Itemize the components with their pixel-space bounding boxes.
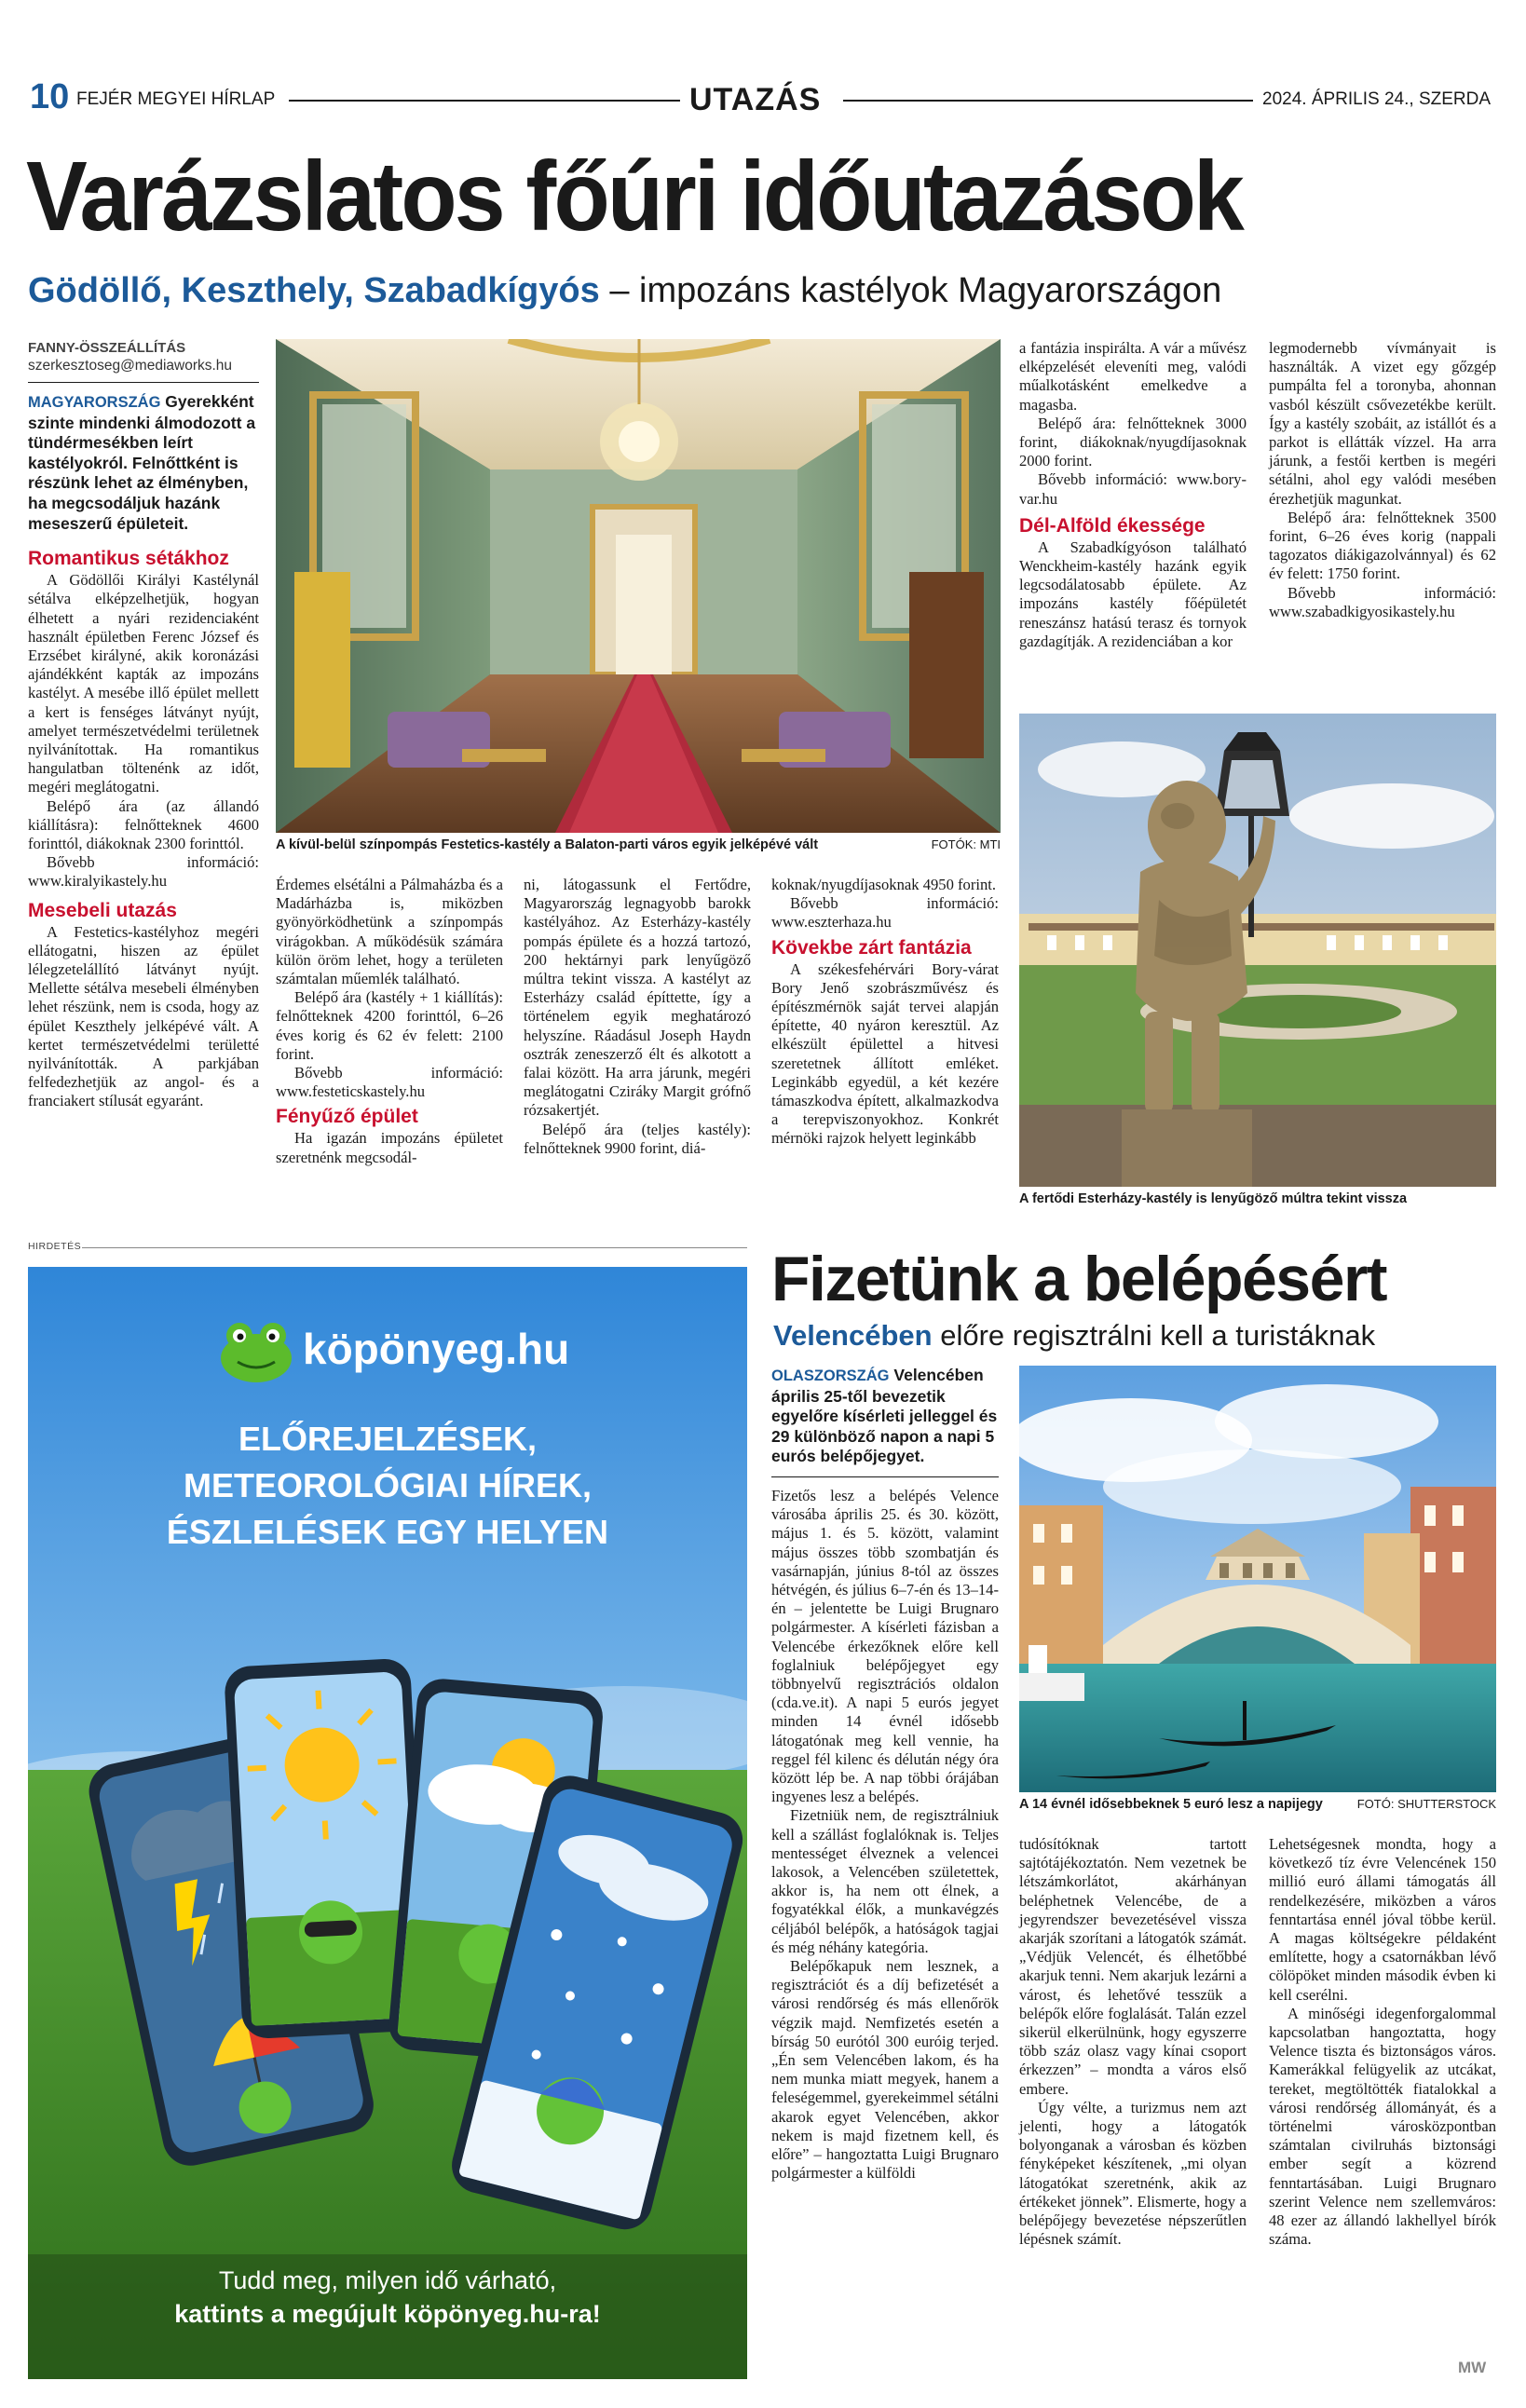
kopönyeg-logo [219,1313,570,1388]
article1-lead [28,392,259,534]
ad-footer [28,2264,747,2331]
lead-text: Gyerekként szinte mindenki álmodozott a tündérmesékben leírt kastélyokról. Felnőttként is részünk lehet az élményben, ha megcsodáljuk hazánk meseszerű épületeit. [28,392,256,533]
festetics-interior-image [276,339,1001,833]
author-email[interactable]: szerkesztoseg@mediaworks.hu [28,358,233,374]
paragraph: A Szabadkígyóson található Wenckheim-kastély hazánk egyik legcsodálatosabb épülete. Az impozáns kastély főépületét reneszánsz hatású terasz és tornyok gazdagítják. A rezidenciában a kor [1019,537,1247,650]
paragraph: legmodernebb vívmányait is használták. A vizet egy gőzgép pumpálta fel a toronyba, ahonnan vasból készült csővezetékbe került. Így a kastély szobáit, az istállót és a parkot is ellátták vízzel. Ha arra járunk, a festői kertben is megéri sétálni, ahol egy valódi mesében érezhetjük magunkat. [1269,339,1496,508]
paragraph: koknak/nyugdíjasoknak 4950 forint. [771,876,997,893]
esterhazy-statue-image [1019,714,1496,1187]
ad-footer-line: Tudd meg, milyen idő várható, [218,2266,557,2294]
ad-footer-line: kattints a megújult köpönyeg.hu-ra! [174,2300,601,2328]
article1-col6 [1269,339,1496,621]
venice-photo-credit: FOTÓ: SHUTTERSTOCK [1356,1797,1496,1811]
venice-photo-caption [1019,1796,1496,1813]
lead-rule [771,1476,999,1477]
article1-subtitle-rest: – impozáns kastélyok Magyarországon [609,271,1222,310]
paper-name: FEJÉR MEGYEI HÍRLAP [76,89,276,109]
photo1-caption [276,837,1001,853]
paragraph: Bővebb információ: www.szabadkigyosikastely.hu [1269,583,1496,620]
issue-date: 2024. ÁPRILIS 24., SZERDA [1262,89,1492,109]
paragraph: Bővebb információ: www.kiralyikastely.hu [28,853,259,891]
article1-col2 [276,876,503,1167]
subhead-romantikus: Romantikus sétákhoz [28,548,229,570]
subhead-fenyuzo: Fényűző épület [276,1106,418,1128]
frog-logo-icon [219,1319,293,1384]
paragraph: Bővebb információ: www.bory-var.hu [1019,470,1247,508]
paragraph: Bővebb információ: www.eszterhaza.hu [771,894,999,932]
article2-subtitle [773,1319,1375,1353]
paragraph: Fizetős lesz a belépés Velence városába április 25. és 30. között, május 1. és 5. között, valamint május összes több szombatján és vasárnapján, június 8-tól az összes hétvégén, és július 6–7-én és 13–14-én – jelentette be Luigi Brugnaro polgármester. A kísérleti fázisban a Velencébe érkezőknek előre kell foglalniuk belépőjegyet egy többnyelvű regisztrációs oldalon (cda.ve.it). A napi 5 eurós jegyet minden 14 évnél idősebb látogatónak meg kell vennie, ha reggel fél kilenc és délután négy óra között lép be. A nap többi órájában ingyenes lesz a belépés. [771,1486,999,1806]
subhead-mesebeli: Mesebeli utazás [28,899,177,921]
paragraph: Bővebb információ: www.festeticskastely.hu [276,1064,503,1101]
article2-col2 [1019,1835,1247,2249]
paragraph: Belépő ára (kastély + 1 kiállítás): felnőtteknek 4200 forinttól, 6–26 éves korig és 62 év felett: 2100 forint. [276,988,503,1063]
ad-headline-line: ELŐREJELZÉSEK, [238,1420,538,1458]
paragraph: ni, látogassunk el Fertődre, Magyarország legnagyobb barokk kastélyához. Az Esterházy-kastély pompás épülete és a hozzá tartozó, 200 hektárnyi park lenyűgöző múltra tekint vissza. A kastélyt az Esterházy család építtette, így a történelem egyik meghatározó helyszíne. Ráadásul Joseph Haydn osztrák zeneszerző élt és alkotott a falai között. Ha arra járunk, megéri meglátogatni Cziráky Margit grófnő rózsakertjét. [524,876,751,1120]
article1-col3 [524,876,751,1158]
paragraph: Ha igazán impozáns épületet szeretnénk megcsodál- [276,1129,503,1166]
article2-headline: Fizetünk a belépésért [771,1244,1387,1314]
page-number: 10 [30,77,70,116]
article1-col5 [1019,339,1247,651]
paragraph: A Festetics-kastélyhoz megéri ellátogatni, hiszen az épület lélegzetelállító látványt nyújt. Mellette sétálva mesebeli élményben lehet részünk, nem is csoda, hogy az épület Keszthely jelképévé vált. A kertet természetvédelmi területté nyilvánították. A parkjában felfedezhetjük az angol- és a franciakert stílusát egyaránt. [28,922,259,1110]
photo1-caption-text: A kívül-belül színpompás Festetics-kastély a Balaton-parti város egyik jelképévé vált [276,837,819,852]
header-rule-left [289,100,680,102]
article2-lead [771,1366,999,1467]
article1-headline: Varázslatos főúri időutazások [26,142,1243,252]
paragraph: A minőségi idegenforgalommal kapcsolatban hangoztatta, hogy Velence tiszta és biztonságos város. Kamerákkal felügyelik az utcákat, tereket, megtöltötték fiatalokkal a városi rendőrség állományát, és a történelmi városközpontban számtalan civilruhás biztonsági ember segít a közrend fenntartásában. Luigi Brugnaro szerint Velence nem szellemváros: 48 ezer az állandó lakhellyel bírók száma. [1269,2004,1496,2249]
article2-col3 [1269,1835,1496,2249]
photo1-credit: FOTÓK: MTI [931,837,1001,851]
ad-headline-line: METEOROLÓGIAI HÍREK, [183,1466,592,1504]
article1-col4 [771,876,999,1149]
paragraph: Belépő ára: felnőtteknek 3500 forint, 6–26 éves korig (nappali tagozatos diákigazolvánnyal) és 62 év felett: 1750 forint. [1269,508,1496,583]
paragraph: Belépőkapuk nem lesznek, a regisztrációt és a díj befizetését a városi rendőrség és más ellenőrök végzik majd. Nemfizetés esetén a bírság 50 eurótól 300 euróig terjed. „Én sem Velencében lakom, és ha nem munka miatt megyek, hanem a feleségemmel, gyerekeimmel sétálni akarok egyet Velencében, akkor nekem is majd fizetnem kell, és előre” – hangoztatta Luigi Brugnaro polgármester a külföldi [771,1957,999,2183]
paragraph: Érdemes elsétálni a Pálmaházba és a Madárházba is, miközben gyönyörködhetünk a színpompás virágokban. A működésük számára külön öröm lehet, hogy a területen számtalan műemlék található. [276,876,503,988]
paragraph: Fizetniük nem, de regisztrálniuk kell a szállást foglalóknak is. Teljes mentességet élveznek a velencei lakosok, a Velencében születettek, akkor is, ha nem ott élnek, a fogyatékkal élők, a munkavégzés céljából belépők, a hatóságok tagjai és még néhány kategória. [771,1806,999,1956]
article1-subtitle [28,270,1221,311]
article2-subtitle-highlight: Velencében [773,1319,933,1352]
author-rule [28,382,259,383]
lead-location: MAGYARORSZÁG [28,394,161,411]
paragraph: A Gödöllői Királyi Kastélynál sétálva elképzelhetjük, hogyan élhetett a nyári rezidenciaként használt épületben Ferenc József és Erzsébet királyné, akik koronázási ajándékként kapták az impozáns kastélyt. A mesébe illő épület mellett a kert is fenséges látványt nyújt, amelyet természetvédelmi területnek nyilvánítottak. Ha romantikus hangulatban töltenénk az időt, megéri meglátogatni. [28,571,259,796]
article2-signature: MW [1458,2359,1487,2376]
subhead-kovekbe: Kövekbe zárt fantázia [771,936,972,959]
article1-subtitle-highlight: Gödöllő, Keszthely, Szabadkígyós [28,271,600,310]
ad-label: HIRDETÉS [28,1241,82,1252]
author-line: FANNY-ÖSSZEÁLLÍTÁS [28,340,186,356]
section-title: UTAZÁS [689,82,822,117]
kopönyeg-ad[interactable] [28,1267,747,2379]
esterhazy-statue-photo [1019,714,1496,1187]
lead-location: OLASZORSZÁG [771,1367,890,1384]
venice-rialto-image [1019,1366,1496,1792]
festetics-interior-photo [276,339,1001,833]
venice-rialto-photo [1019,1366,1496,1792]
paragraph: Úgy vélte, a turizmus nem azt jelenti, hogy a látogatók bolyonganak a városban és közben fényképeket készítenek, „mi olyan látogatókat szeretnénk, akik az értékeket jönnek”. Elismerte, hogy a belépőjegy bevezetése népszerűtlen lépésnek számít. [1019,2098,1247,2249]
ad-headline-line: ÉSZLELÉSEK EGY HELYEN [166,1513,609,1551]
article2-col1 [771,1366,999,2183]
article2-subtitle-rest: előre regisztrálni kell a turistáknak [940,1319,1376,1352]
paragraph: Belépő ára: felnőtteknek 3000 forint, diákoknak/nyugdíjasoknak 2000 forint. [1019,414,1247,470]
paragraph: Lehetségesnek mondta, hogy a következő tíz évre Velencének 150 millió euró állami támogatás áll rendelkezésére, miközben a város fenntartása ennél jóval többe kerül. A magas költségekre példaként említette, hogy a csatornákban lévő cölöpöket minden második évben ki kell cserélni. [1269,1835,1496,2004]
article1-col1 [28,340,259,1111]
ad-brand: köpönyeg.hu [303,1325,570,1373]
paragraph: A székesfehérvári Bory-várat Bory Jenő szobrászművész és építészmérnök saját tervei alapján építette, 40 nyáron keresztül. Az elkészült épülettel a hitvesi szeretetnek állított emléket. Leginkább egyedül, a két kezére támaszkodva épített, alkalmazkodva a terepviszonyokhoz. Konkrét mérnöki rajzok helyett leginkább [771,959,999,1148]
subhead-del-alfold: Dél-Alföld ékessége [1019,514,1206,537]
lead-text: Velencében április 25-től bevezetik egyelőre kísérleti jelleggel és 29 különböző napon a napi 5 eurós belépőjegyet. [771,1366,998,1466]
ad-label-rule [82,1247,747,1248]
paragraph: tudósítóknak tartott sajtótájékoztatón. Nem vezetnek be létszámkorlátot, akárhányan beléphetnek Velencébe, de a jegyrendszer bevezetésével vissza akarják szorítani a látogatók számát. „Védjük Velencét, és élhetőbbé akarjuk tenni. Nem akarjuk lezárni a várost, és lehetővé tesszük a belépők előre foglalását. Talán ezzel sikerül elkerülnünk, hogy egyszerre több száz olasz vagy kínai csoport érkezzen” – mondta a város első embere. [1019,1835,1247,2098]
paragraph: Belépő ára (az állandó kiállításra): felnőtteknek 4600 forinttól, diákoknak 2300 forinttól. [28,796,259,852]
ad-headline [28,1416,747,1556]
paragraph: Belépő ára (teljes kastély): felnőtteknek 9900 forint, diá- [524,1120,751,1157]
header-rule-right [843,100,1253,102]
photo2-caption: A fertődi Esterházy-kastély is lenyűgöző múltra tekint vissza [1019,1191,1408,1206]
paragraph: a fantázia inspirálta. A vár a művész elképzelését eleveníti meg, valódi műalkotásként emelkedve a magasba. [1019,339,1247,414]
venice-caption-text: A 14 évnél idősebbeknek 5 euró lesz a napijegy [1019,1797,1323,1812]
